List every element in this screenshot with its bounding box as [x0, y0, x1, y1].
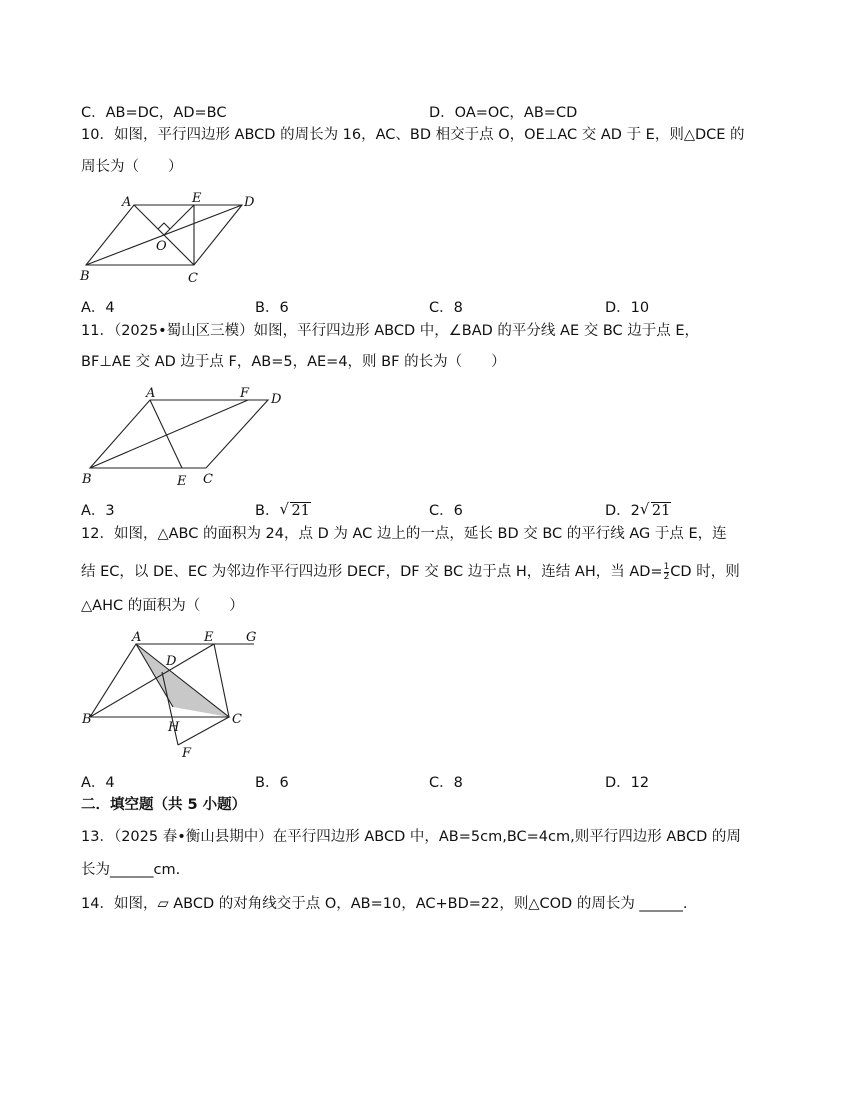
q12-segment-ec: [214, 644, 229, 717]
q14-stem-line1: 14．如图，▱ ABCD 的对角线交于点 O，AB=10，AC+BD=22，则△COD 的周长为 ______.: [81, 896, 688, 912]
q10-label-e: E: [192, 191, 202, 206]
q12-label-h: H: [168, 720, 180, 735]
q12-label-c: C: [232, 712, 242, 727]
q12-stem-line2-part1: 结 EC，以 DE、EC 为邻边作平行四边形 DECF，DF 交 BC 边于点 H，连结 AH，当 AD=: [81, 564, 663, 580]
q10-stem-line2: 周长为（ ）: [81, 159, 183, 175]
q12-stem-line3: △AHC 的面积为（ ）: [81, 598, 244, 614]
q10-option-d: D．10: [605, 300, 650, 316]
q10-label-d: D: [244, 195, 255, 210]
q12-fraction-one-half: [664, 563, 670, 582]
q12-option-c: C．8: [429, 775, 463, 791]
q10-label-c: C: [188, 271, 198, 286]
q11-stem-line1: 11．（2025•蜀山区三模）如图，平行四边形 ABCD 中，∠BAD 的平分线 AE 交 BC 边于点 E，: [81, 323, 700, 339]
q11-options: [81, 501, 781, 521]
q10-label-b: B: [80, 269, 90, 284]
q12-option-b: B．6: [255, 775, 289, 791]
q10-option-c: C．8: [429, 300, 463, 316]
q12-label-a: A: [132, 630, 142, 645]
q9-option-d: D．OA=OC，AB=CD: [429, 105, 578, 121]
q11-option-b: [255, 501, 311, 521]
q11-option-d-sqrt: √ 21: [639, 500, 671, 519]
q11-option-d: [605, 501, 671, 521]
q12-label-b: B: [82, 712, 92, 727]
q10-label-a: A: [122, 195, 132, 210]
q11-label-a: A: [146, 386, 156, 401]
q13-stem-line2: 长为______cm.: [81, 862, 181, 878]
q12-option-a: A．4: [81, 775, 115, 791]
q13-stem-line1: 13．（2025 春•衡山县期中）在平行四边形 ABCD 中，AB=5cm,BC=4cm,则平行四边形 ABCD 的周: [81, 829, 741, 845]
q12-option-d: D．12: [605, 775, 650, 791]
q11-option-a: A．3: [81, 503, 115, 519]
q9-options: [81, 103, 781, 123]
q11-label-f: F: [240, 386, 250, 401]
q11-label-c: C: [203, 472, 213, 487]
q12-label-f: F: [182, 746, 192, 761]
q11-option-b-radicand: 21: [291, 503, 310, 519]
q12-stem-line2-part2: CD 时，则: [670, 564, 740, 580]
q10-right-angle-mark: [158, 223, 170, 229]
q10-options: [81, 298, 781, 318]
q10-figure: [78, 188, 268, 288]
q12-label-d: D: [166, 654, 177, 669]
q12-options: [81, 773, 781, 793]
q11-segment-ae: [150, 400, 182, 468]
q11-option-d-prefix: D．2: [605, 503, 640, 519]
q12-figure: [78, 627, 278, 762]
q12-frac-numerator: 1: [663, 561, 670, 572]
q10-segment-oe: [164, 205, 194, 235]
q10-label-o: O: [156, 239, 167, 254]
q12-frac-denominator: 2: [663, 571, 670, 582]
section-heading-fill-in: 二．填空题（共 5 小题）: [81, 797, 247, 813]
q11-figure: [78, 383, 298, 491]
q10-stem-line1: 10．如图，平行四边形 ABCD 的周长为 16，AC、BD 相交于点 O，OE⊥AC 交 AD 于 E，则△DCE 的: [81, 127, 745, 143]
q12-stem-line2: [81, 562, 740, 582]
q11-option-d-radicand: 21: [651, 503, 671, 519]
q11-segment-bf: [90, 400, 248, 468]
q11-option-b-prefix: B．: [255, 503, 280, 519]
q10-option-a: A．4: [81, 300, 115, 316]
q11-parallelogram-abcd: [90, 400, 268, 468]
q11-label-d: D: [271, 392, 282, 407]
q12-stem-line1: 12．如图，△ABC 的面积为 24，点 D 为 AC 边上的一点，延长 BD 交 BC 的平行线 AG 于点 E，连: [81, 526, 727, 542]
q12-label-g: G: [246, 630, 257, 645]
q10-option-b: B．6: [255, 300, 289, 316]
q9-option-c: C．AB=DC，AD=BC: [81, 105, 227, 121]
q11-option-b-sqrt: √ 21: [279, 500, 310, 519]
q12-label-e: E: [204, 630, 214, 645]
q11-label-b: B: [82, 472, 92, 487]
q11-label-e: E: [177, 474, 187, 489]
q11-option-c: C．6: [429, 503, 463, 519]
q11-stem-line2: BF⊥AE 交 AD 边于点 F，AB=5，AE=4，则 BF 的长为（ ）: [81, 354, 506, 370]
q12-segment-fc: [178, 717, 229, 745]
